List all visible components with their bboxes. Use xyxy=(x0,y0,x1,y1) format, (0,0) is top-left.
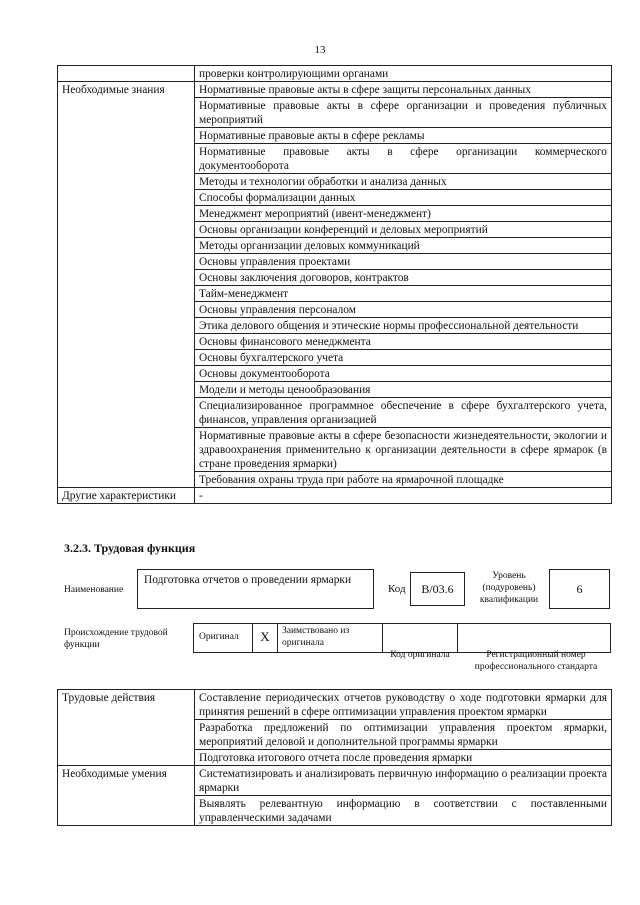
knowledge-item: Основы заключения договоров, контрактов xyxy=(195,270,612,286)
actions-table xyxy=(57,689,612,826)
knowledge-item: Требования охраны труда при работе на ярмарочной площадке xyxy=(195,472,612,488)
skill-item: Выявлять релевантную информацию в соответствии с поставленными управленческими задачами xyxy=(195,796,612,826)
borrowed-label: Заимствовано из оригинала xyxy=(282,626,350,648)
code-original-caption: Код оригинала xyxy=(390,650,450,660)
knowledge-label: Необходимые знания xyxy=(58,82,195,488)
knowledge-item: Менеджмент мероприятий (ивент-менеджмент) xyxy=(195,206,612,222)
table-row xyxy=(58,690,612,720)
name-label: Наименование xyxy=(64,585,124,595)
knowledge-item: Нормативные правовые акты в сфере рекламы xyxy=(195,128,612,144)
knowledge-item: Тайм-менеджмент xyxy=(195,286,612,302)
knowledge-item: Способы формализации данных xyxy=(195,190,612,206)
code-value: В/03.6 xyxy=(410,572,465,606)
original-mark: Х xyxy=(252,623,278,653)
knowledge-table xyxy=(57,65,612,504)
section-heading: 3.2.3. Трудовая функция xyxy=(64,541,196,555)
empty-cell xyxy=(58,66,195,82)
original-label: Оригинал xyxy=(199,632,239,642)
action-item: Подготовка итогового отчета после проведения ярмарки xyxy=(195,750,612,766)
table-row xyxy=(58,82,612,98)
actions-label: Трудовые действия xyxy=(58,690,195,766)
knowledge-item: Нормативные правовые акты в сфере защиты персональных данных xyxy=(195,82,612,98)
knowledge-item: Основы управления проектами xyxy=(195,254,612,270)
origin-label: Происхождение трудовой функции xyxy=(64,628,168,650)
knowledge-item: Модели и методы ценообразования xyxy=(195,382,612,398)
knowledge-item: Нормативные правовые акты в сфере организации коммерческого документооборота xyxy=(195,144,612,174)
knowledge-item: Методы и технологии обработки и анализа данных xyxy=(195,174,612,190)
table-row xyxy=(58,488,612,504)
knowledge-item: Нормативные правовые акты в сфере безопасности жизнедеятельности, экологии и здравоохранения применительно к организации деятельности в сфере ярмарок (в стране проведения ярмарки) xyxy=(195,428,612,472)
knowledge-item: Нормативные правовые акты в сфере организации и проведения публичных мероприятий xyxy=(195,98,612,128)
level-label: Уровень (подуровень) квалификации xyxy=(479,571,539,605)
page-number: 13 xyxy=(314,44,326,56)
knowledge-item: Основы финансового менеджмента xyxy=(195,334,612,350)
other-value: - xyxy=(195,488,612,504)
table-row xyxy=(58,66,612,82)
action-item: Разработка предложений по оптимизации управления проектом ярмарки, мероприятий деловой и дополнительной программы ярмарки xyxy=(195,720,612,750)
other-label: Другие характеристики xyxy=(58,488,195,504)
reg-number-caption: Регистрационный номер профессионального стандарта xyxy=(474,650,598,672)
knowledge-item: Основы документооборота xyxy=(195,366,612,382)
knowledge-item: Основы бухгалтерского учета xyxy=(195,350,612,366)
knowledge-item: Специализированное программное обеспечение в сфере бухгалтерского учета, финансов, управления организацией xyxy=(195,398,612,428)
continuation-cell: проверки контролирующими органами xyxy=(195,66,612,82)
action-item: Составление периодических отчетов руководству о ходе подготовки ярмарки для принятия решений в сфере оптимизации управления проектом ярмарки xyxy=(195,690,612,720)
level-value: 6 xyxy=(549,569,610,609)
name-value: Подготовка отчетов о проведении ярмарки xyxy=(137,569,374,609)
table-row xyxy=(58,766,612,796)
knowledge-item: Методы организации деловых коммуникаций xyxy=(195,238,612,254)
knowledge-item: Основы управления персоналом xyxy=(195,302,612,318)
knowledge-item: Основы организации конференций и деловых мероприятий xyxy=(195,222,612,238)
skills-label: Необходимые умения xyxy=(58,766,195,826)
knowledge-item: Этика делового общения и этические нормы профессиональной деятельности xyxy=(195,318,612,334)
code-label: Код xyxy=(388,583,406,595)
skill-item: Систематизировать и анализировать первичную информацию о реализации проекта ярмарки xyxy=(195,766,612,796)
